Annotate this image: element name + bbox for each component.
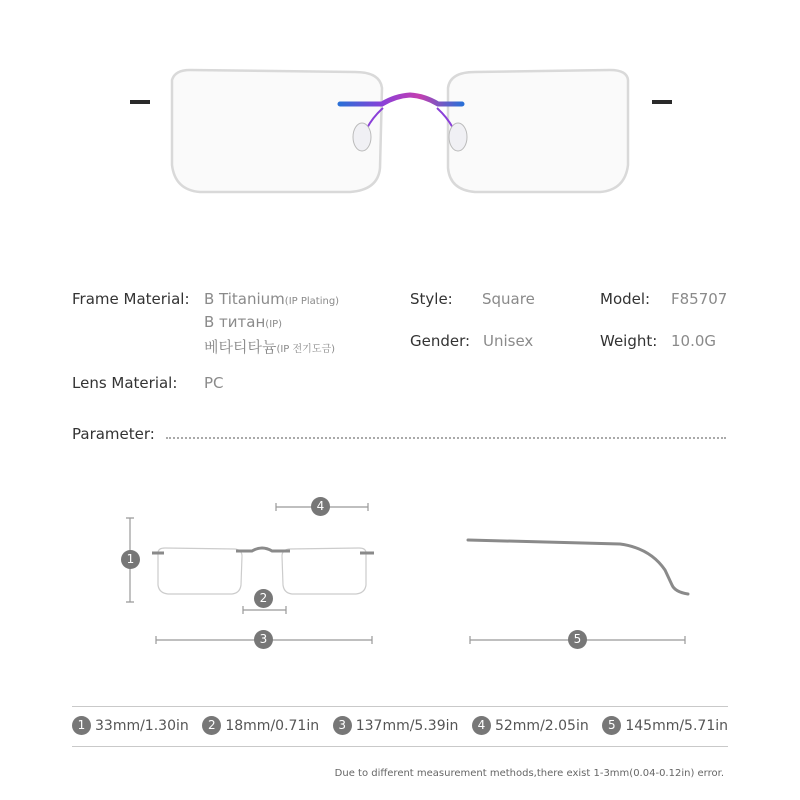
measurement-value: 145mm/5.71in	[625, 717, 728, 734]
frame-material-line-3	[204, 336, 335, 357]
frame-material-note-2: (IP)	[265, 319, 283, 330]
model-label: Model:	[600, 290, 651, 308]
frame-material-note-1: (IP Plating)	[284, 296, 340, 307]
frame-material-note-3: (IP 전기도금)	[276, 344, 336, 355]
frame-material-line-1	[204, 290, 339, 308]
style-label: Style:	[410, 290, 453, 308]
frame-material-label: Frame Material:	[72, 290, 190, 308]
measurement-value: 18mm/0.71in	[225, 717, 320, 734]
measurement-item	[472, 716, 589, 735]
diagram-marker-2: 2	[254, 589, 273, 608]
weight-label: Weight:	[600, 332, 658, 350]
measurement-value: 52mm/2.05in	[494, 717, 589, 734]
measurement-number: 3	[333, 716, 352, 735]
diagram-marker-4: 4	[311, 497, 330, 516]
diagram-marker-3: 3	[254, 630, 273, 649]
frame-material-main-3: 베타티타늄	[204, 338, 277, 356]
parameter-label: Parameter:	[72, 425, 155, 443]
measurement-value: 137mm/5.39in	[355, 717, 459, 734]
dimension-diagram	[0, 480, 800, 660]
style-value: Square	[482, 290, 535, 308]
measurement-number: 4	[472, 716, 491, 735]
measurement-item	[602, 716, 728, 735]
measurement-value: 33mm/1.30in	[95, 717, 189, 734]
gender-label: Gender:	[410, 332, 471, 350]
gender-value: Unisex	[483, 332, 534, 350]
lens-material-value: PC	[204, 374, 224, 392]
parameter-divider	[166, 437, 726, 439]
measurements-bottom-rule	[72, 746, 728, 747]
measurements-top-rule	[72, 706, 728, 707]
error-disclaimer: Due to different measurement methods,there exist 1-3mm(0.04-0.12in) error.	[334, 768, 724, 779]
weight-value: 10.0G	[671, 332, 717, 350]
measurement-item	[202, 716, 319, 735]
diagram-marker-1: 1	[121, 550, 140, 569]
diagram-marker-5: 5	[568, 630, 587, 649]
measurement-number: 2	[202, 716, 221, 735]
model-value: F85707	[671, 290, 728, 308]
frame-material-line-2	[204, 313, 282, 331]
measurements-row	[72, 716, 728, 735]
frame-material-main-1: B Titanium	[204, 290, 285, 308]
frame-material-main-2: B титан	[204, 313, 266, 331]
measurement-item	[333, 716, 459, 735]
measurement-item	[72, 716, 189, 735]
product-image-glasses	[0, 0, 800, 250]
lens-material-label: Lens Material:	[72, 374, 178, 392]
measurement-number: 5	[602, 716, 621, 735]
measurement-number: 1	[72, 716, 91, 735]
